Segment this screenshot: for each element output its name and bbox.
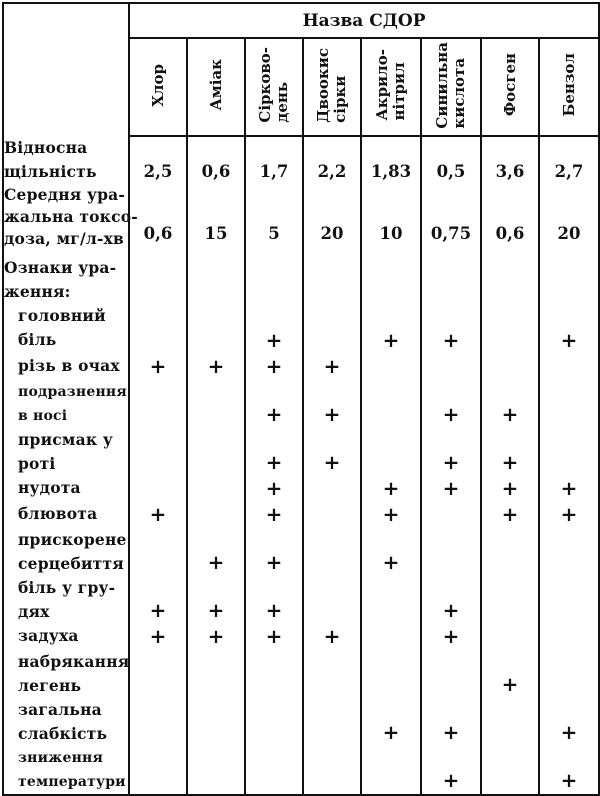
substance-header — [361, 38, 421, 136]
symptom-mark: + — [265, 598, 283, 622]
cell-value: 0,6 — [143, 224, 173, 243]
symptom-mark: + — [382, 328, 400, 352]
table-cell — [539, 650, 599, 698]
symptom-mark: + — [442, 476, 460, 500]
table-cell — [361, 528, 421, 576]
table-cell — [421, 304, 481, 354]
substance-name: Бензол — [559, 53, 578, 117]
table-cell — [187, 184, 245, 256]
table-cell — [481, 304, 539, 354]
table-cell — [421, 136, 481, 184]
row-label: біль у гру- дях — [3, 576, 129, 624]
table-cell — [303, 380, 361, 428]
table-cell — [187, 650, 245, 698]
table-row — [3, 304, 599, 354]
symptom-mark: + — [382, 720, 400, 744]
table-cell — [187, 136, 245, 184]
table-cell — [361, 136, 421, 184]
table-cell — [421, 256, 481, 304]
symptom-mark: + — [442, 402, 460, 426]
table-cell — [303, 476, 361, 502]
table-cell — [187, 576, 245, 624]
symptom-mark: + — [442, 624, 460, 648]
symptom-mark: + — [207, 354, 225, 378]
row-label: зниження температури — [3, 746, 129, 795]
table-row — [3, 256, 599, 304]
substance-name: Хлор — [148, 63, 167, 107]
table-cell — [245, 380, 303, 428]
cell-value: 10 — [379, 224, 403, 243]
table-cell — [129, 476, 187, 502]
table-cell — [303, 428, 361, 476]
table-cell — [421, 746, 481, 795]
table-cell — [481, 624, 539, 650]
table-cell — [481, 256, 539, 304]
substance-header — [129, 38, 187, 136]
table-cell — [187, 698, 245, 746]
substance-name: Двоокис сірки — [314, 47, 349, 123]
table-cell — [187, 746, 245, 795]
cell-value: 20 — [557, 224, 581, 243]
cell-value: 0,75 — [430, 224, 472, 243]
table-cell — [361, 502, 421, 528]
row-label: головний біль — [3, 304, 129, 354]
table-cell — [421, 502, 481, 528]
symptom-mark: + — [442, 598, 460, 622]
table-cell — [539, 184, 599, 256]
table-cell — [245, 746, 303, 795]
table-cell — [361, 624, 421, 650]
table-cell — [481, 354, 539, 380]
table-row — [3, 428, 599, 476]
table-row — [3, 576, 599, 624]
table-cell — [129, 380, 187, 428]
cell-value: 0,5 — [436, 162, 466, 181]
table-cell — [539, 746, 599, 795]
table-cell — [361, 650, 421, 698]
row-label: блювота — [3, 502, 129, 528]
row-label: Відносна щільність — [3, 136, 129, 184]
substance-header — [421, 38, 481, 136]
table-cell — [187, 428, 245, 476]
table-cell — [129, 304, 187, 354]
table-cell — [303, 624, 361, 650]
symptom-mark: + — [442, 450, 460, 474]
symptom-mark: + — [560, 768, 578, 792]
table-cell — [421, 650, 481, 698]
table-cell — [245, 136, 303, 184]
table-cell — [421, 698, 481, 746]
row-label: нудота — [3, 476, 129, 502]
substance-name: Аміак — [206, 59, 225, 111]
table-cell — [421, 184, 481, 256]
symptom-mark: + — [323, 402, 341, 426]
symptom-mark: + — [207, 550, 225, 574]
table-cell — [539, 256, 599, 304]
symptom-mark: + — [265, 328, 283, 352]
symptom-mark: + — [265, 502, 283, 526]
symptom-mark: + — [265, 550, 283, 574]
symptom-mark: + — [207, 598, 225, 622]
table-cell — [361, 698, 421, 746]
cell-value: 3,6 — [495, 162, 525, 181]
table-cell — [245, 502, 303, 528]
symptom-mark: + — [442, 720, 460, 744]
table-cell — [361, 354, 421, 380]
table-row — [3, 136, 599, 184]
table-row — [3, 184, 599, 256]
symptom-mark: + — [560, 502, 578, 526]
table-cell — [361, 576, 421, 624]
cell-value: 1,83 — [370, 162, 412, 181]
symptom-mark: + — [382, 476, 400, 500]
table-cell — [303, 256, 361, 304]
table-cell — [303, 746, 361, 795]
table-cell — [481, 502, 539, 528]
row-label: Середня ура- жальна токсо- доза, мг/л-хв — [3, 184, 129, 256]
table-cell — [187, 354, 245, 380]
table-body — [3, 136, 599, 795]
table-cell — [539, 354, 599, 380]
table-cell — [481, 650, 539, 698]
row-label: загальна слабкість — [3, 698, 129, 746]
table-cell — [129, 136, 187, 184]
row-label: різь в очах — [3, 354, 129, 380]
table-cell — [361, 256, 421, 304]
sdor-table — [2, 2, 600, 796]
table-cell — [539, 380, 599, 428]
table-cell — [481, 136, 539, 184]
row-label: задуха — [3, 624, 129, 650]
symptom-mark: + — [560, 720, 578, 744]
table-cell — [539, 428, 599, 476]
table-cell — [481, 528, 539, 576]
table-cell — [421, 528, 481, 576]
cell-value: 15 — [204, 224, 228, 243]
symptom-mark: + — [323, 624, 341, 648]
substance-header — [303, 38, 361, 136]
symptom-mark: + — [501, 502, 519, 526]
table-cell — [129, 698, 187, 746]
table-cell — [539, 136, 599, 184]
table-cell — [245, 528, 303, 576]
header-corner — [3, 3, 129, 136]
substance-name: Акрило- нітрил — [373, 49, 408, 121]
substance-header — [245, 38, 303, 136]
table-cell — [245, 650, 303, 698]
cell-value: 2,5 — [143, 162, 173, 181]
table-cell — [539, 624, 599, 650]
table-cell — [539, 528, 599, 576]
cell-value: 1,7 — [259, 162, 289, 181]
table-cell — [129, 428, 187, 476]
table-cell — [421, 476, 481, 502]
table-cell — [481, 698, 539, 746]
table-cell — [187, 476, 245, 502]
cell-value: 0,6 — [495, 224, 525, 243]
table-cell — [303, 136, 361, 184]
table-row — [3, 650, 599, 698]
table-cell — [245, 624, 303, 650]
table-row — [3, 698, 599, 746]
row-label: прискорене серцебиття — [3, 528, 129, 576]
row-label: набрякання легень — [3, 650, 129, 698]
table-cell — [303, 502, 361, 528]
substance-name: Синильна кислота — [433, 41, 468, 129]
table-cell — [129, 746, 187, 795]
symptom-mark: + — [501, 672, 519, 696]
table-cell — [245, 184, 303, 256]
symptom-mark: + — [501, 476, 519, 500]
table-cell — [481, 184, 539, 256]
table-cell — [245, 256, 303, 304]
table-cell — [421, 380, 481, 428]
table-cell — [245, 476, 303, 502]
symptom-mark: + — [149, 624, 167, 648]
table-cell — [245, 428, 303, 476]
table-cell — [539, 576, 599, 624]
table-cell — [539, 304, 599, 354]
table-row — [3, 380, 599, 428]
symptom-mark: + — [501, 450, 519, 474]
table-cell — [361, 380, 421, 428]
row-label: подразнення в носі — [3, 380, 129, 428]
table-row — [3, 624, 599, 650]
table-cell — [361, 304, 421, 354]
table-cell — [303, 184, 361, 256]
table-cell — [539, 698, 599, 746]
table-cell — [481, 576, 539, 624]
substance-header — [187, 38, 245, 136]
cell-value: 0,6 — [201, 162, 231, 181]
table-cell — [129, 576, 187, 624]
table-cell — [361, 428, 421, 476]
row-label: Ознаки ура- ження: — [3, 256, 129, 304]
table-cell — [303, 304, 361, 354]
table-cell — [187, 256, 245, 304]
symptom-mark: + — [265, 450, 283, 474]
symptom-mark: + — [323, 450, 341, 474]
table-cell — [245, 576, 303, 624]
symptom-mark: + — [265, 624, 283, 648]
table-row — [3, 502, 599, 528]
table-cell — [421, 576, 481, 624]
symptom-mark: + — [501, 402, 519, 426]
symptom-mark: + — [265, 402, 283, 426]
symptom-mark: + — [442, 328, 460, 352]
table-cell — [129, 528, 187, 576]
table-cell — [539, 476, 599, 502]
symptom-mark: + — [149, 598, 167, 622]
table-cell — [421, 624, 481, 650]
substance-name: Фосген — [500, 53, 519, 117]
table-cell — [303, 528, 361, 576]
symptom-mark: + — [560, 476, 578, 500]
table-cell — [129, 624, 187, 650]
table-cell — [245, 354, 303, 380]
table-cell — [129, 354, 187, 380]
cell-value: 20 — [320, 224, 344, 243]
header-title-row — [3, 3, 599, 38]
table-cell — [303, 650, 361, 698]
table-cell — [303, 698, 361, 746]
table-row — [3, 476, 599, 502]
cell-value: 5 — [268, 224, 280, 243]
table-row — [3, 528, 599, 576]
table-cell — [187, 380, 245, 428]
symptom-mark: + — [265, 354, 283, 378]
table-row — [3, 354, 599, 380]
table-cell — [187, 502, 245, 528]
table-cell — [187, 624, 245, 650]
table-cell — [481, 428, 539, 476]
table-cell — [245, 304, 303, 354]
table-cell — [187, 304, 245, 354]
symptom-mark: + — [149, 354, 167, 378]
table-cell — [481, 476, 539, 502]
table-cell — [481, 746, 539, 795]
symptom-mark: + — [207, 624, 225, 648]
table-cell — [129, 256, 187, 304]
table-title: Назва СДОР — [129, 3, 599, 38]
cell-value: 2,2 — [317, 162, 347, 181]
table-cell — [539, 502, 599, 528]
table-cell — [187, 528, 245, 576]
table-cell — [361, 476, 421, 502]
table-row — [3, 746, 599, 795]
symptom-mark: + — [442, 768, 460, 792]
table-cell — [245, 698, 303, 746]
substance-header — [481, 38, 539, 136]
table-cell — [421, 354, 481, 380]
table-cell — [361, 746, 421, 795]
cell-value: 2,7 — [554, 162, 584, 181]
symptom-mark: + — [382, 502, 400, 526]
table-cell — [303, 576, 361, 624]
table-cell — [303, 354, 361, 380]
symptom-mark: + — [560, 328, 578, 352]
substance-name: Сірково- день — [256, 47, 291, 123]
table-cell — [361, 184, 421, 256]
substance-header — [539, 38, 599, 136]
symptom-mark: + — [149, 502, 167, 526]
table-cell — [129, 502, 187, 528]
table-cell — [129, 650, 187, 698]
symptom-mark: + — [265, 476, 283, 500]
symptom-mark: + — [323, 354, 341, 378]
row-label: присмак у роті — [3, 428, 129, 476]
table-cell — [481, 380, 539, 428]
symptom-mark: + — [382, 550, 400, 574]
table-cell — [421, 428, 481, 476]
